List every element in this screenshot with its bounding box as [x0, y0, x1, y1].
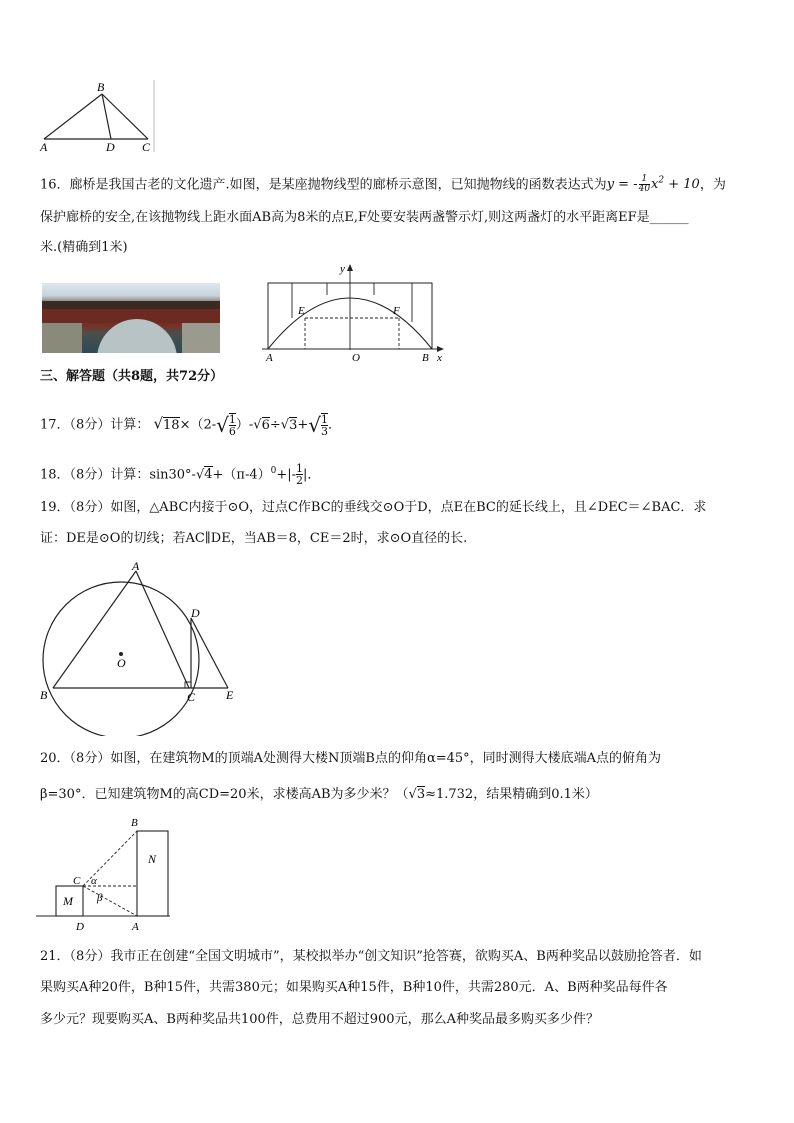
q18-line: 18．（8分）计算：$\sin 30^\circ-√4+(\pi-4)^0+|-$ $\frac{1}{2}$ |． [40, 462, 321, 488]
q21-line1: 21．（8分）我市正在创建“全国文明城市”，某校拟举办“创文知识”抢答赛，欲购买A、B两种奖品以鼓励抢答者．如 [40, 949, 702, 964]
label-beta: β [97, 892, 103, 904]
label-e: E [226, 688, 234, 702]
triangle-figure [36, 78, 158, 154]
label-n: N [148, 852, 157, 866]
label-a: A [266, 352, 273, 364]
label-e: E [298, 305, 305, 317]
label-o: O [117, 656, 126, 670]
q16-formula: y = - $\frac{1}{40}$ $x^2 + 10$ [606, 174, 700, 195]
label-c: C [142, 140, 151, 154]
q17-line: 17．（8分）计算： √18×（2-√ $\frac{1}{6}$ ）-√6÷√3+√ $\frac{1}{3}$ ． [40, 413, 342, 438]
circle-figure [36, 560, 246, 736]
section-header: 三、解答题（共8题，共72分） [40, 369, 224, 384]
label-a: A [132, 560, 140, 573]
label-b: B [97, 80, 105, 94]
q21-line2: 果购买A种20件，B种15件，共需380元；如果购买A种15件，B种10件，共需280元．A、B两种奖品每件各 [40, 980, 668, 995]
q19-line2: 证：DE是⊙O的切线；若AC∥DE，当AB＝8，CE＝2时，求⊙O直径的长. [40, 531, 468, 546]
label-b: B [131, 817, 138, 829]
label-m: M [63, 894, 73, 908]
q19-line1: 19．（8分）如图，△ABC内接于⊙O，过点C作BC的垂线交⊙O于D，点E在BC的延长线上，且∠DEC＝∠BAC．求 [40, 500, 707, 515]
label-d: D [191, 606, 200, 620]
label-o: O [352, 352, 360, 364]
label-c: C [187, 690, 196, 704]
building-figure [36, 815, 186, 935]
q20-line1: 20．（8分）如图，在建筑物M的顶端A处测得大楼N顶端B点的仰角α=45°，同时测得大楼底端A点的俯角为 [40, 751, 662, 766]
parabola-figure [262, 262, 452, 366]
q21-line3: 多少元？现要购买A、B两种奖品共100件，总费用不超过900元，那么A种奖品最多购买多少件？ [40, 1012, 599, 1027]
label-c: C [73, 875, 81, 887]
label-a: A [132, 921, 139, 933]
label-a: A [40, 140, 48, 154]
label-b: B [40, 688, 48, 702]
q16-line1: 16．廊桥是我国古老的文化遗产.如图，是某座抛物线型的廊桥示意图，已知抛物线的函数表达式为y = - $\frac{1}{40}$ $x^2 + 10$，为 [40, 174, 726, 195]
label-d: D [76, 921, 84, 933]
q16-line3: 米.(精确到1米) [40, 240, 128, 255]
q20-line2: β=30°．已知建筑物M的高CD=20米，求楼高AB为多少米？（√3≈1.732，结果精确到0.1米） [40, 787, 598, 802]
axis-y-label: y [340, 263, 345, 275]
label-alpha: α [91, 875, 97, 887]
bridge-photo [42, 283, 220, 353]
label-b: B [422, 352, 429, 364]
label-d: D [106, 140, 115, 154]
q16-line2: 保护廊桥的安全,在该抛物线上距水面AB高为8米的点E,F处要安装两盏警示灯,则这两盏灯的水平距离EF是______ [40, 210, 689, 225]
label-f: F [393, 305, 400, 317]
axis-x-label: x [437, 352, 442, 364]
